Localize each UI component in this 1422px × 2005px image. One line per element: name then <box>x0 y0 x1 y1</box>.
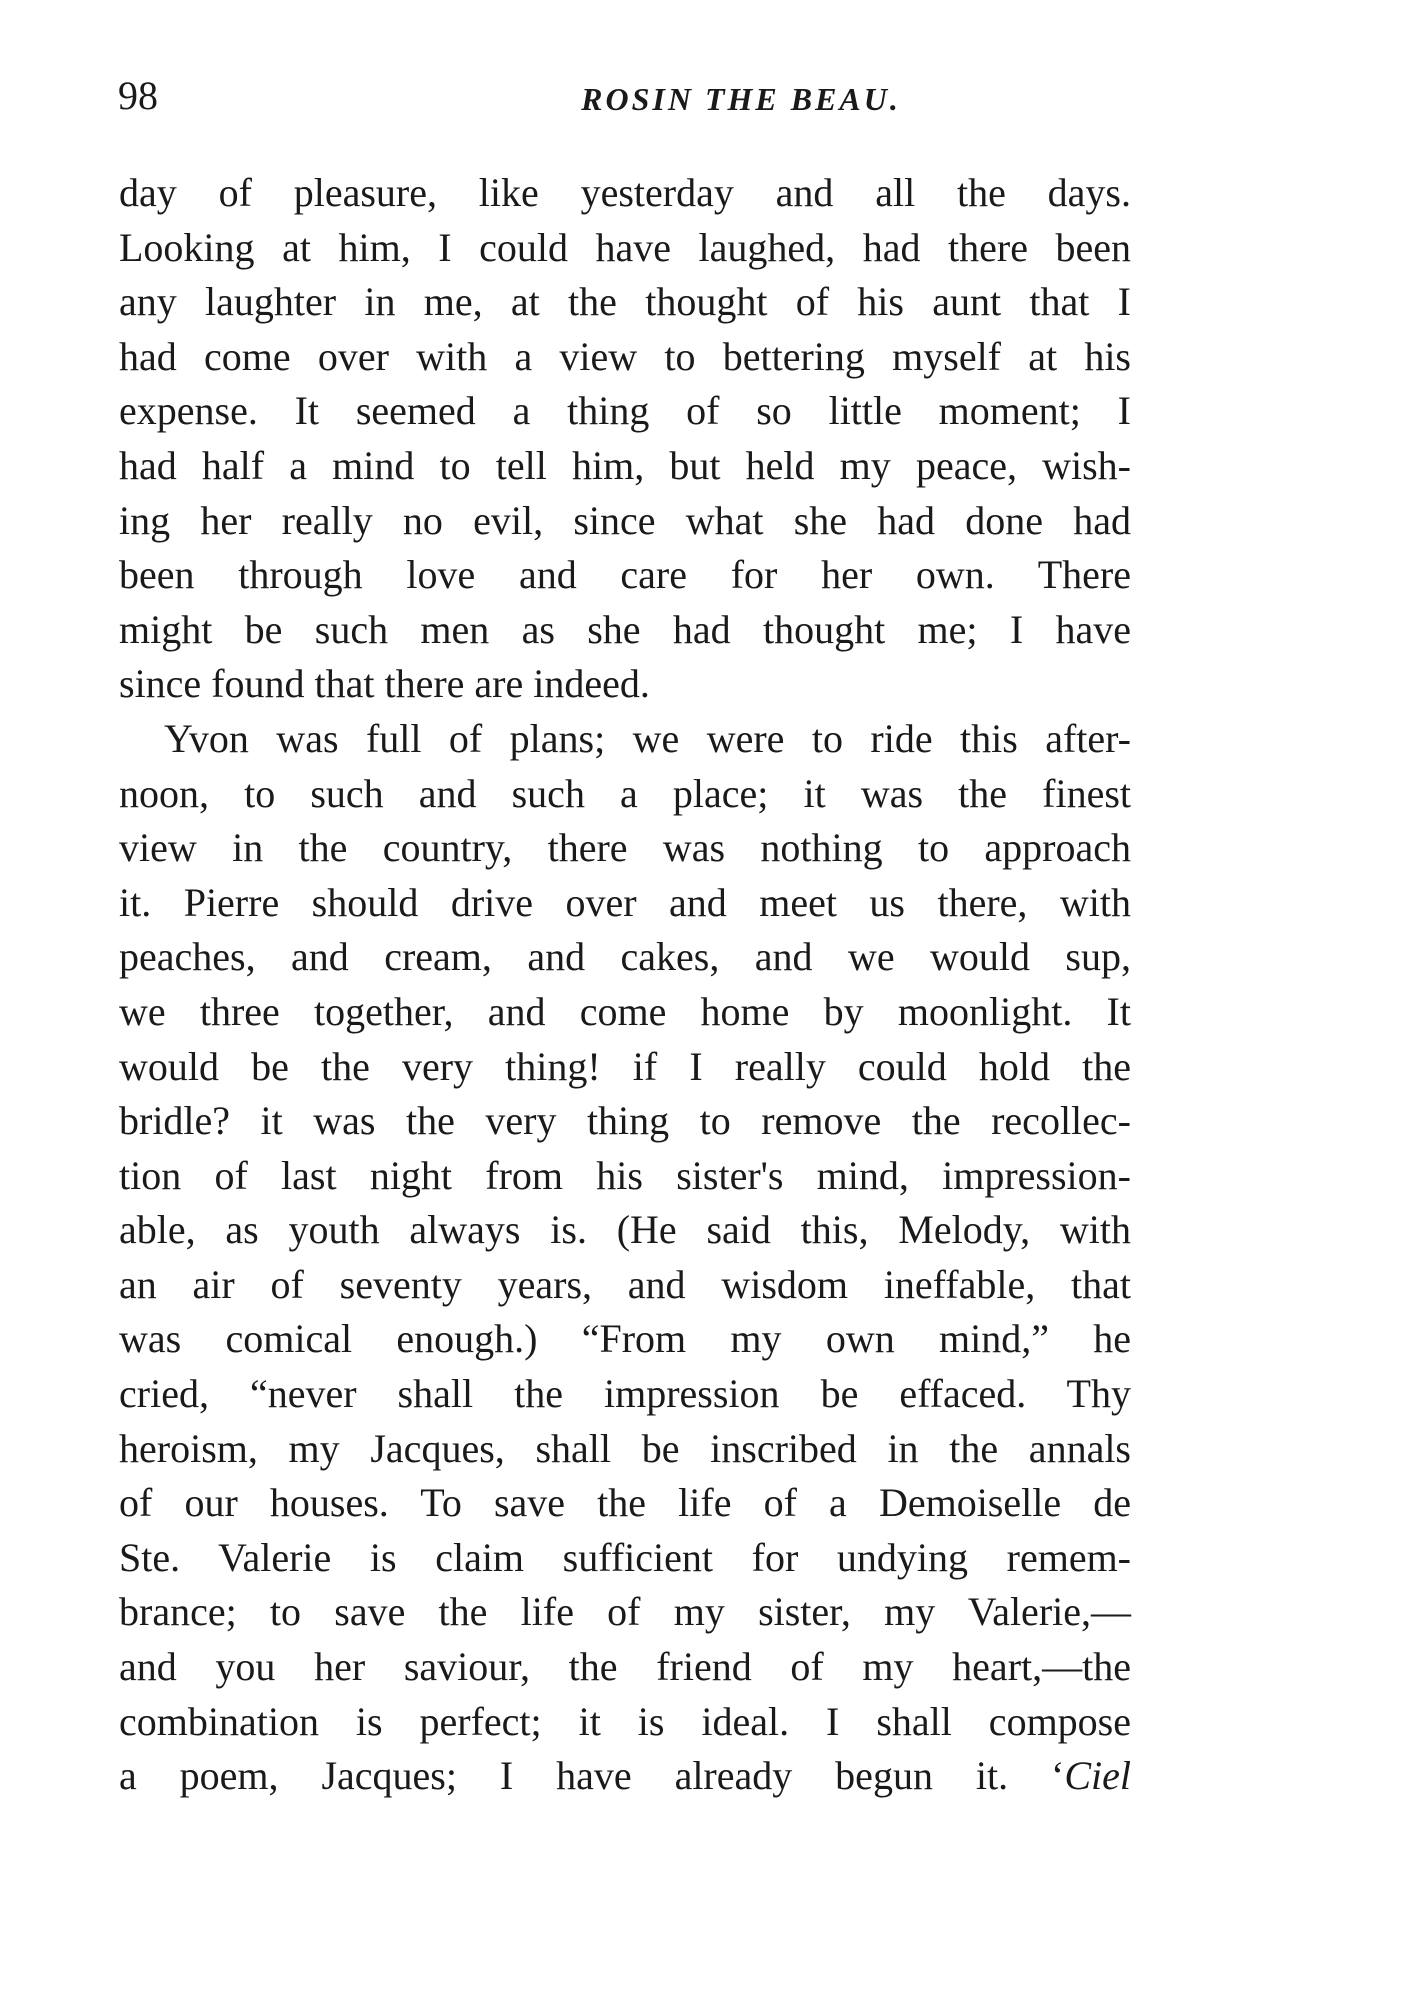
text-line: noon, to such and such a place; it was the finest <box>119 770 1131 816</box>
final-line-italic-word: Ciel <box>1064 1753 1131 1799</box>
paragraph-first-line: Yvon was full of plans; we were to ride this after- <box>164 715 1131 761</box>
text-line: been through love and care for her own. There <box>119 552 1131 598</box>
body-text <box>119 166 1131 1804</box>
paragraph-last-line: since found that there are indeed. <box>119 661 650 707</box>
text-line: heroism, my Jacques, shall be inscribed in the annals <box>119 1425 1131 1471</box>
text-line: had come over with a view to bettering myself at his <box>119 333 1131 379</box>
running-head: ROSIN THE BEAU. <box>581 81 901 117</box>
text-line-final <box>119 1749 1131 1804</box>
text-line: view in the country, there was nothing to approach <box>119 825 1131 871</box>
text-line: day of pleasure, like yesterday and all the days. <box>119 170 1131 215</box>
text-line: of our houses. To save the life of a Demoiselle de <box>119 1480 1131 1526</box>
text-line: brance; to save the life of my sister, my Valerie,— <box>119 1589 1131 1635</box>
text-line: had half a mind to tell him, but held my peace, wish- <box>119 442 1131 488</box>
text-line: an air of seventy years, and wisdom ineffable, that <box>119 1261 1131 1307</box>
text-line: peaches, and cream, and cakes, and we would sup, <box>119 934 1131 980</box>
text-line: cried, “never shall the impression be effaced. Thy <box>119 1371 1131 1417</box>
text-line: able, as youth always is. (He said this, Melody, with <box>119 1207 1131 1253</box>
text-line: and you her saviour, the friend of my heart,—the <box>119 1644 1131 1690</box>
page-number: 98 <box>118 73 158 118</box>
text-line: might be such men as she had thought me; I have <box>119 606 1131 652</box>
text-line: Ste. Valerie is claim sufficient for undying remem- <box>119 1534 1131 1580</box>
text-line: combination is perfect; it is ideal. I shall compose <box>119 1698 1131 1744</box>
text-line: Looking at him, I could have laughed, had there been <box>119 224 1131 270</box>
text-line: it. Pierre should drive over and meet us there, with <box>119 879 1131 925</box>
text-line: any laughter in me, at the thought of his aunt that I <box>119 279 1131 325</box>
text-line: was comical enough.) “From my own mind,” he <box>119 1316 1131 1362</box>
text-line: tion of last night from his sister's mind, impression- <box>119 1152 1131 1198</box>
text-line: we three together, and come home by moonlight. It <box>119 988 1131 1034</box>
text-line: bridle? it was the very thing to remove the recollec- <box>119 1098 1131 1144</box>
final-line-text: a poem, Jacques; I have already begun it. ‘ <box>119 1753 1065 1799</box>
text-line: would be the very thing! if I really could hold the <box>119 1043 1131 1089</box>
text-line: expense. It seemed a thing of so little moment; I <box>119 388 1131 434</box>
text-line: ing her really no evil, since what she had done had <box>119 497 1131 543</box>
